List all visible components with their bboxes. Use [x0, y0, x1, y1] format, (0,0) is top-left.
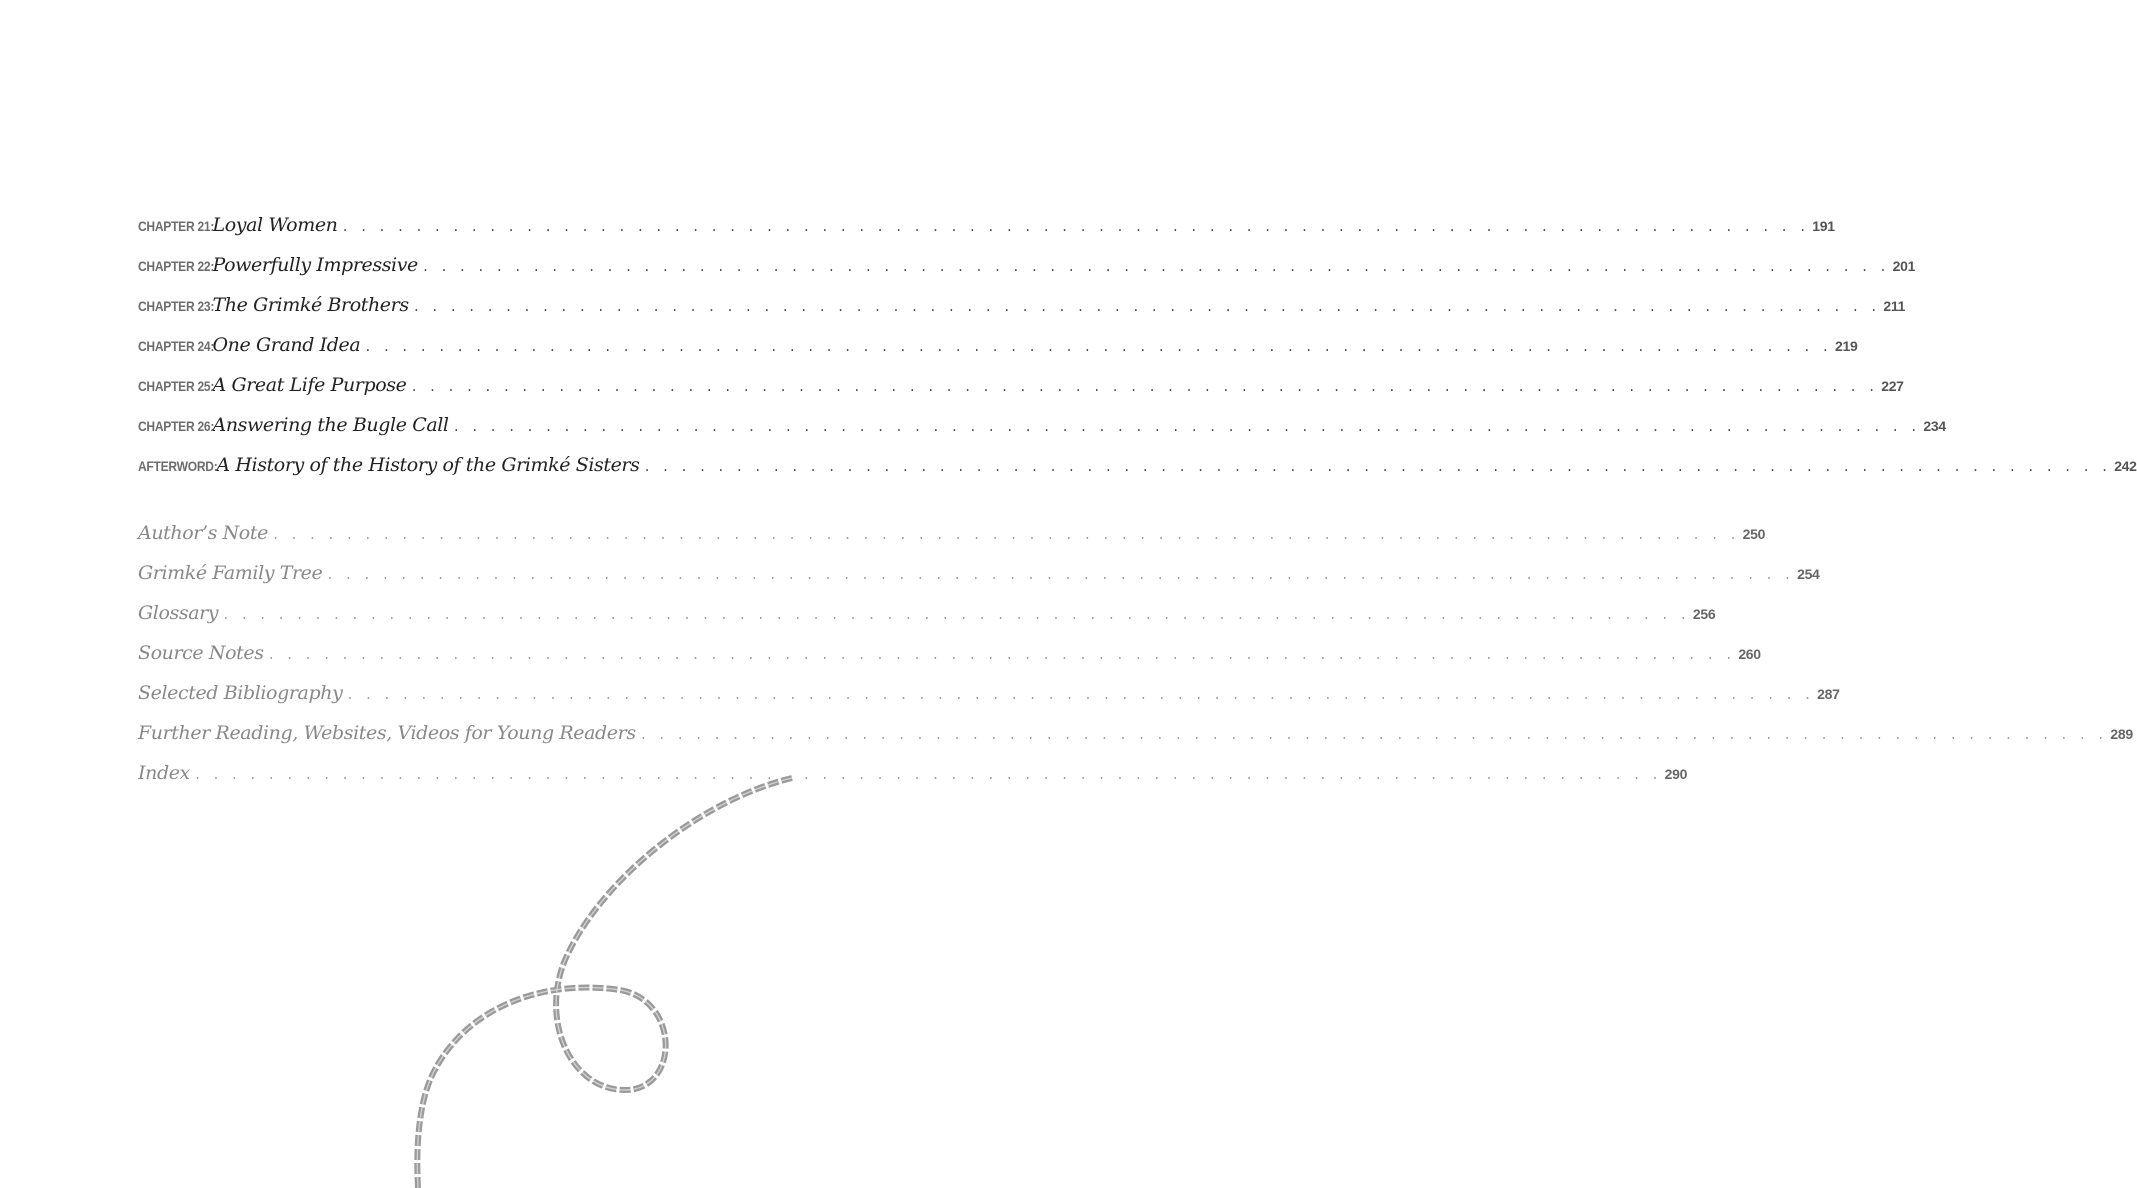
entry-title: Author’s Note [138, 522, 268, 544]
entry-title: A History of the History of the Grimké Sisters [216, 454, 640, 476]
entry-label: CHAPTER 24: [138, 338, 215, 354]
entry-title: A Great Life Purpose [212, 374, 407, 396]
entry-label: CHAPTER 23: [138, 298, 215, 314]
entry-page-number: 289 [2110, 726, 2133, 742]
entry-title: One Grand Idea [212, 334, 361, 356]
entry-page-number: 260 [1738, 646, 1761, 662]
entry-title: Powerfully Impressive [212, 254, 418, 276]
entry-title: Grimké Family Tree [138, 562, 323, 584]
entry-label: CHAPTER 25: [138, 378, 215, 394]
entry-page-number: 250 [1742, 526, 1766, 542]
entry-page-number: 234 [1923, 418, 1946, 434]
entry-title: Source Notes [138, 642, 264, 664]
entry-label: CHAPTER 21: [138, 218, 215, 234]
entry-page-number: 201 [1892, 258, 1916, 274]
dot-leader: . . . . . . . . . . . . . . . . . . . . . . . . . . . . . . . . . . . . . . . . . . . . . . . . . . . . . . . . . . . . . . . . . . . . . . . . . . . . . . . . [639, 728, 2107, 742]
entry-page-number: 227 [1881, 378, 1904, 394]
entry-label: CHAPTER 22: [138, 258, 215, 274]
dot-leader: . . . . . . . . . . . . . . . . . . . . . . . . . . . . . . . . . . . . . . . . . . . . . . . . . . . . . . . . . . . . . . . . . . . . . . . . . . . . . . . . [346, 688, 1814, 702]
entry-title: Further Reading, Websites, Videos for Young Readers [138, 722, 636, 744]
dot-leader: . . . . . . . . . . . . . . . . . . . . . . . . . . . . . . . . . . . . . . . . . . . . . . . . . . . . . . . . . . . . . . . . . . . . . . . . . . . . . . . . [364, 340, 1831, 354]
entry-page-number: 211 [1883, 298, 1906, 314]
dot-leader: . . . . . . . . . . . . . . . . . . . . . . . . . . . . . . . . . . . . . . . . . . . . . . . . . . . . . . . . . . . . . . . . . . . . . . . . . . . . . . . . [193, 768, 1661, 782]
entry-title: Selected Bibliography [138, 682, 343, 704]
dot-leader: . . . . . . . . . . . . . . . . . . . . . . . . . . . . . . . . . . . . . . . . . . . . . . . . . . . . . . . . . . . . . . . . . . . . . . . . . . . . . . . . [421, 260, 1889, 274]
entry-page-number: 290 [1664, 766, 1688, 782]
entry-page-number: 254 [1797, 566, 1820, 582]
dashed-ribbon-swirl-icon [0, 0, 792, 1188]
dot-leader: . . . . . . . . . . . . . . . . . . . . . . . . . . . . . . . . . . . . . . . . . . . . . . . . . . . . . . . . . . . . . . . . . . . . . . . . . . . . . . . . [412, 300, 1880, 314]
entry-title: The Grimké Brothers [212, 294, 409, 316]
entry-title: Glossary [138, 602, 219, 624]
dot-leader: . . . . . . . . . . . . . . . . . . . . . . . . . . . . . . . . . . . . . . . . . . . . . . . . . . . . . . . . . . . . . . . . . . . . . . . . . . . . . . . . [271, 528, 1739, 542]
entry-label: CHAPTER 26: [138, 418, 215, 434]
entry-page-number: 219 [1834, 338, 1858, 354]
dot-leader: . . . . . . . . . . . . . . . . . . . . . . . . . . . . . . . . . . . . . . . . . . . . . . . . . . . . . . . . . . . . . . . . . . . . . . . . . . . . . . . . [267, 648, 1735, 662]
dot-leader: . . . . . . . . . . . . . . . . . . . . . . . . . . . . . . . . . . . . . . . . . . . . . . . . . . . . . . . . . . . . . . . . . . . . . . . . . . . . . . . . [326, 568, 1794, 582]
entry-page-number: 242 [2114, 458, 2137, 474]
entry-page-number: 287 [1817, 686, 1840, 702]
dot-leader: . . . . . . . . . . . . . . . . . . . . . . . . . . . . . . . . . . . . . . . . . . . . . . . . . . . . . . . . . . . . . . . . . . . . . . . . . . . . . . . . [643, 460, 2111, 474]
dot-leader: . . . . . . . . . . . . . . . . . . . . . . . . . . . . . . . . . . . . . . . . . . . . . . . . . . . . . . . . . . . . . . . . . . . . . . . . . . . . . . . . [341, 220, 1809, 234]
entry-label: AFTERWORD: [138, 458, 218, 474]
entry-page-number: 191 [1812, 218, 1835, 234]
dot-leader: . . . . . . . . . . . . . . . . . . . . . . . . . . . . . . . . . . . . . . . . . . . . . . . . . . . . . . . . . . . . . . . . . . . . . . . . . . . . . . . . [222, 608, 1689, 622]
dot-leader: . . . . . . . . . . . . . . . . . . . . . . . . . . . . . . . . . . . . . . . . . . . . . . . . . . . . . . . . . . . . . . . . . . . . . . . . . . . . . . . . [410, 380, 1878, 394]
entry-page-number: 256 [1692, 606, 1716, 622]
dot-leader: . . . . . . . . . . . . . . . . . . . . . . . . . . . . . . . . . . . . . . . . . . . . . . . . . . . . . . . . . . . . . . . . . . . . . . . . . . . . . . . . [452, 420, 1920, 434]
entry-title: Index [138, 762, 190, 784]
entry-title: Loyal Women [212, 214, 338, 236]
entry-title: Answering the Bugle Call [212, 414, 449, 436]
